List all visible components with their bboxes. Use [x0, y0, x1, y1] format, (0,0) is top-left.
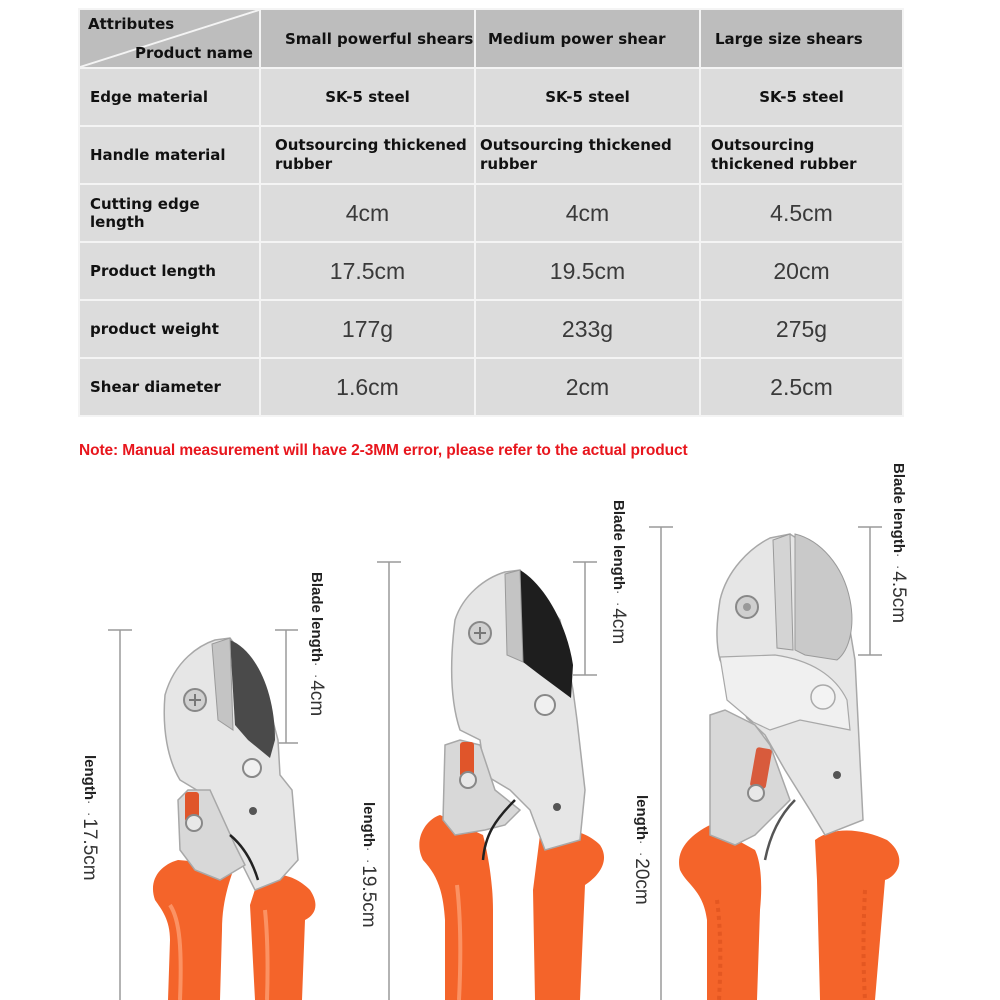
illustration-small-shears [70, 560, 360, 1000]
table-row-product-length [79, 242, 903, 300]
length-label-large: length· ·20cm [631, 795, 652, 905]
row-label: Shear diameter [79, 358, 260, 416]
cell-value: 275g [700, 300, 903, 358]
cell-value: Outsourcing thickened rubber [700, 126, 903, 184]
cell-value: Outsourcing thickened rubber [475, 126, 700, 184]
cell-value: 4cm [475, 184, 700, 242]
table-row-handle-material [79, 126, 903, 184]
cell-value: SK-5 steel [260, 68, 475, 126]
cell-value: 17.5cm [260, 242, 475, 300]
blade-length-label-small: Blade length· ·4cm [306, 572, 327, 717]
row-label: Cutting edge length [79, 184, 260, 242]
cell-value: 20cm [700, 242, 903, 300]
pruning-shears-medium-image [345, 490, 635, 1000]
cell-value: 19.5cm [475, 242, 700, 300]
blade-dimension-line [858, 527, 882, 655]
cell-value: 4.5cm [700, 184, 903, 242]
cell-value: SK-5 steel [700, 68, 903, 126]
column-header-small: Small powerful shears [260, 9, 475, 68]
cell-value: SK-5 steel [475, 68, 700, 126]
cell-value: 177g [260, 300, 475, 358]
length-label-medium: length· ·19.5cm [358, 802, 379, 928]
table-header-row [79, 9, 903, 68]
pruning-shears-large-image [625, 460, 920, 1000]
column-header-large: Large size shears [700, 9, 903, 68]
attributes-label: Attributes [88, 15, 175, 33]
cell-value: 2cm [475, 358, 700, 416]
cell-value: 233g [475, 300, 700, 358]
blade-length-label-medium: Blade length· ·4cm [608, 500, 629, 645]
corner-header-cell [79, 9, 260, 68]
column-header-medium: Medium power shear [475, 9, 700, 68]
table-row-cutting-edge-length [79, 184, 903, 242]
row-label: product weight [79, 300, 260, 358]
cell-value: 2.5cm [700, 358, 903, 416]
cell-value: 4cm [260, 184, 475, 242]
row-label: Product length [79, 242, 260, 300]
illustration-large-shears [625, 460, 920, 1000]
table-row-shear-diameter [79, 358, 903, 416]
table-row-edge-material [79, 68, 903, 126]
blade-length-label-large: Blade length· ·4.5cm [888, 463, 909, 624]
measurement-note: Note: Manual measurement will have 2-3MM error, please refer to the actual product [79, 442, 688, 459]
cell-value: Outsourcing thickened rubber [260, 126, 475, 184]
row-label: Edge material [79, 68, 260, 126]
illustration-medium-shears [345, 490, 635, 1000]
length-label-small: length· ·17.5cm [79, 755, 100, 881]
blade-dimension-line [573, 562, 597, 675]
length-dimension-line [649, 527, 673, 1000]
length-dimension-line [377, 562, 401, 1000]
cell-value: 1.6cm [260, 358, 475, 416]
length-dimension-line [108, 630, 132, 1000]
spec-table [78, 8, 904, 417]
product-name-label: Product name [134, 44, 253, 62]
table-row-product-weight [79, 300, 903, 358]
row-label: Handle material [79, 126, 260, 184]
blade-dimension-line [275, 630, 298, 743]
